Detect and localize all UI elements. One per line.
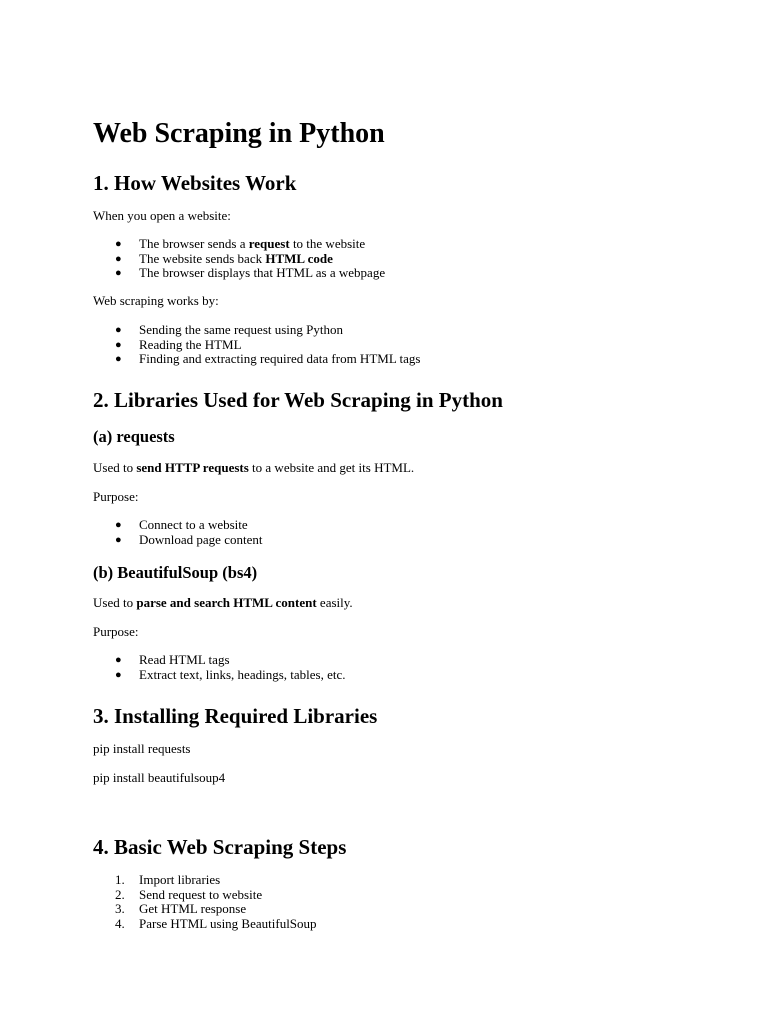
list-item: ● Read HTML tags [115, 652, 230, 667]
list-item: 2. Send request to website [115, 886, 263, 902]
subsection-a-description: Used to send HTTP requests to a website and get its HTML. [93, 460, 415, 475]
bullet-icon: ● [115, 353, 122, 365]
section-3-heading: 3. Installing Required Libraries [93, 704, 378, 728]
section-2-heading: 2. Libraries Used for Web Scraping in Python [93, 388, 503, 412]
list-item: ● Finding and extracting required data from HTML tags [115, 351, 421, 366]
list-item: ● The website sends back HTML code [115, 250, 333, 266]
section-1-intro-2: Web scraping works by: [93, 293, 219, 308]
bullet-icon: ● [115, 267, 122, 279]
subsection-b-purpose: Purpose: [93, 624, 139, 639]
list-item: ● Connect to a website [115, 517, 248, 532]
subsection-a-purpose: Purpose: [93, 489, 139, 504]
list-item: 3. Get HTML response [115, 901, 247, 916]
section-1-heading: 1. How Websites Work [93, 171, 297, 195]
page-title: Web Scraping in Python [93, 118, 385, 149]
bullet-icon: ● [115, 252, 122, 265]
section-1-intro: When you open a website: [93, 208, 231, 223]
subsection-a-heading: (a) requests [93, 427, 175, 446]
bullet-icon: ● [115, 238, 122, 250]
section-4-steps-list [93, 873, 317, 931]
section-4-heading: 4. Basic Web Scraping Steps [93, 835, 347, 859]
bullet-icon: ● [115, 533, 122, 546]
install-command-beautifulsoup: pip install beautifulsoup4 [93, 770, 226, 785]
subsection-a-list [93, 518, 262, 547]
section-1-list-1 [93, 237, 385, 281]
list-item: ● The browser displays that HTML as a webpage [115, 265, 386, 280]
section-1-list-2 [93, 323, 420, 367]
list-item: ● Extract text, links, headings, tables, etc. [115, 666, 346, 682]
bullet-icon: ● [115, 519, 122, 531]
subsection-b-list [93, 653, 346, 682]
subsection-b-description: Used to parse and search HTML content easily. [93, 595, 353, 610]
list-item: 1. Import libraries [115, 872, 221, 887]
list-item: ● The browser sends a request to the website [115, 236, 366, 251]
list-item: 4. Parse HTML using BeautifulSoup [115, 915, 317, 931]
subsection-b-heading: (b) BeautifulSoup (bs4) [93, 563, 258, 582]
bullet-icon: ● [115, 654, 122, 666]
list-item: ● Reading the HTML [115, 336, 242, 352]
list-item: ● Sending the same request using Python [115, 322, 344, 337]
bullet-icon: ● [115, 668, 122, 681]
install-command-requests: pip install requests [93, 741, 191, 756]
list-item: ● Download page content [115, 531, 263, 547]
bullet-icon: ● [115, 324, 122, 336]
bullet-icon: ● [115, 338, 122, 351]
